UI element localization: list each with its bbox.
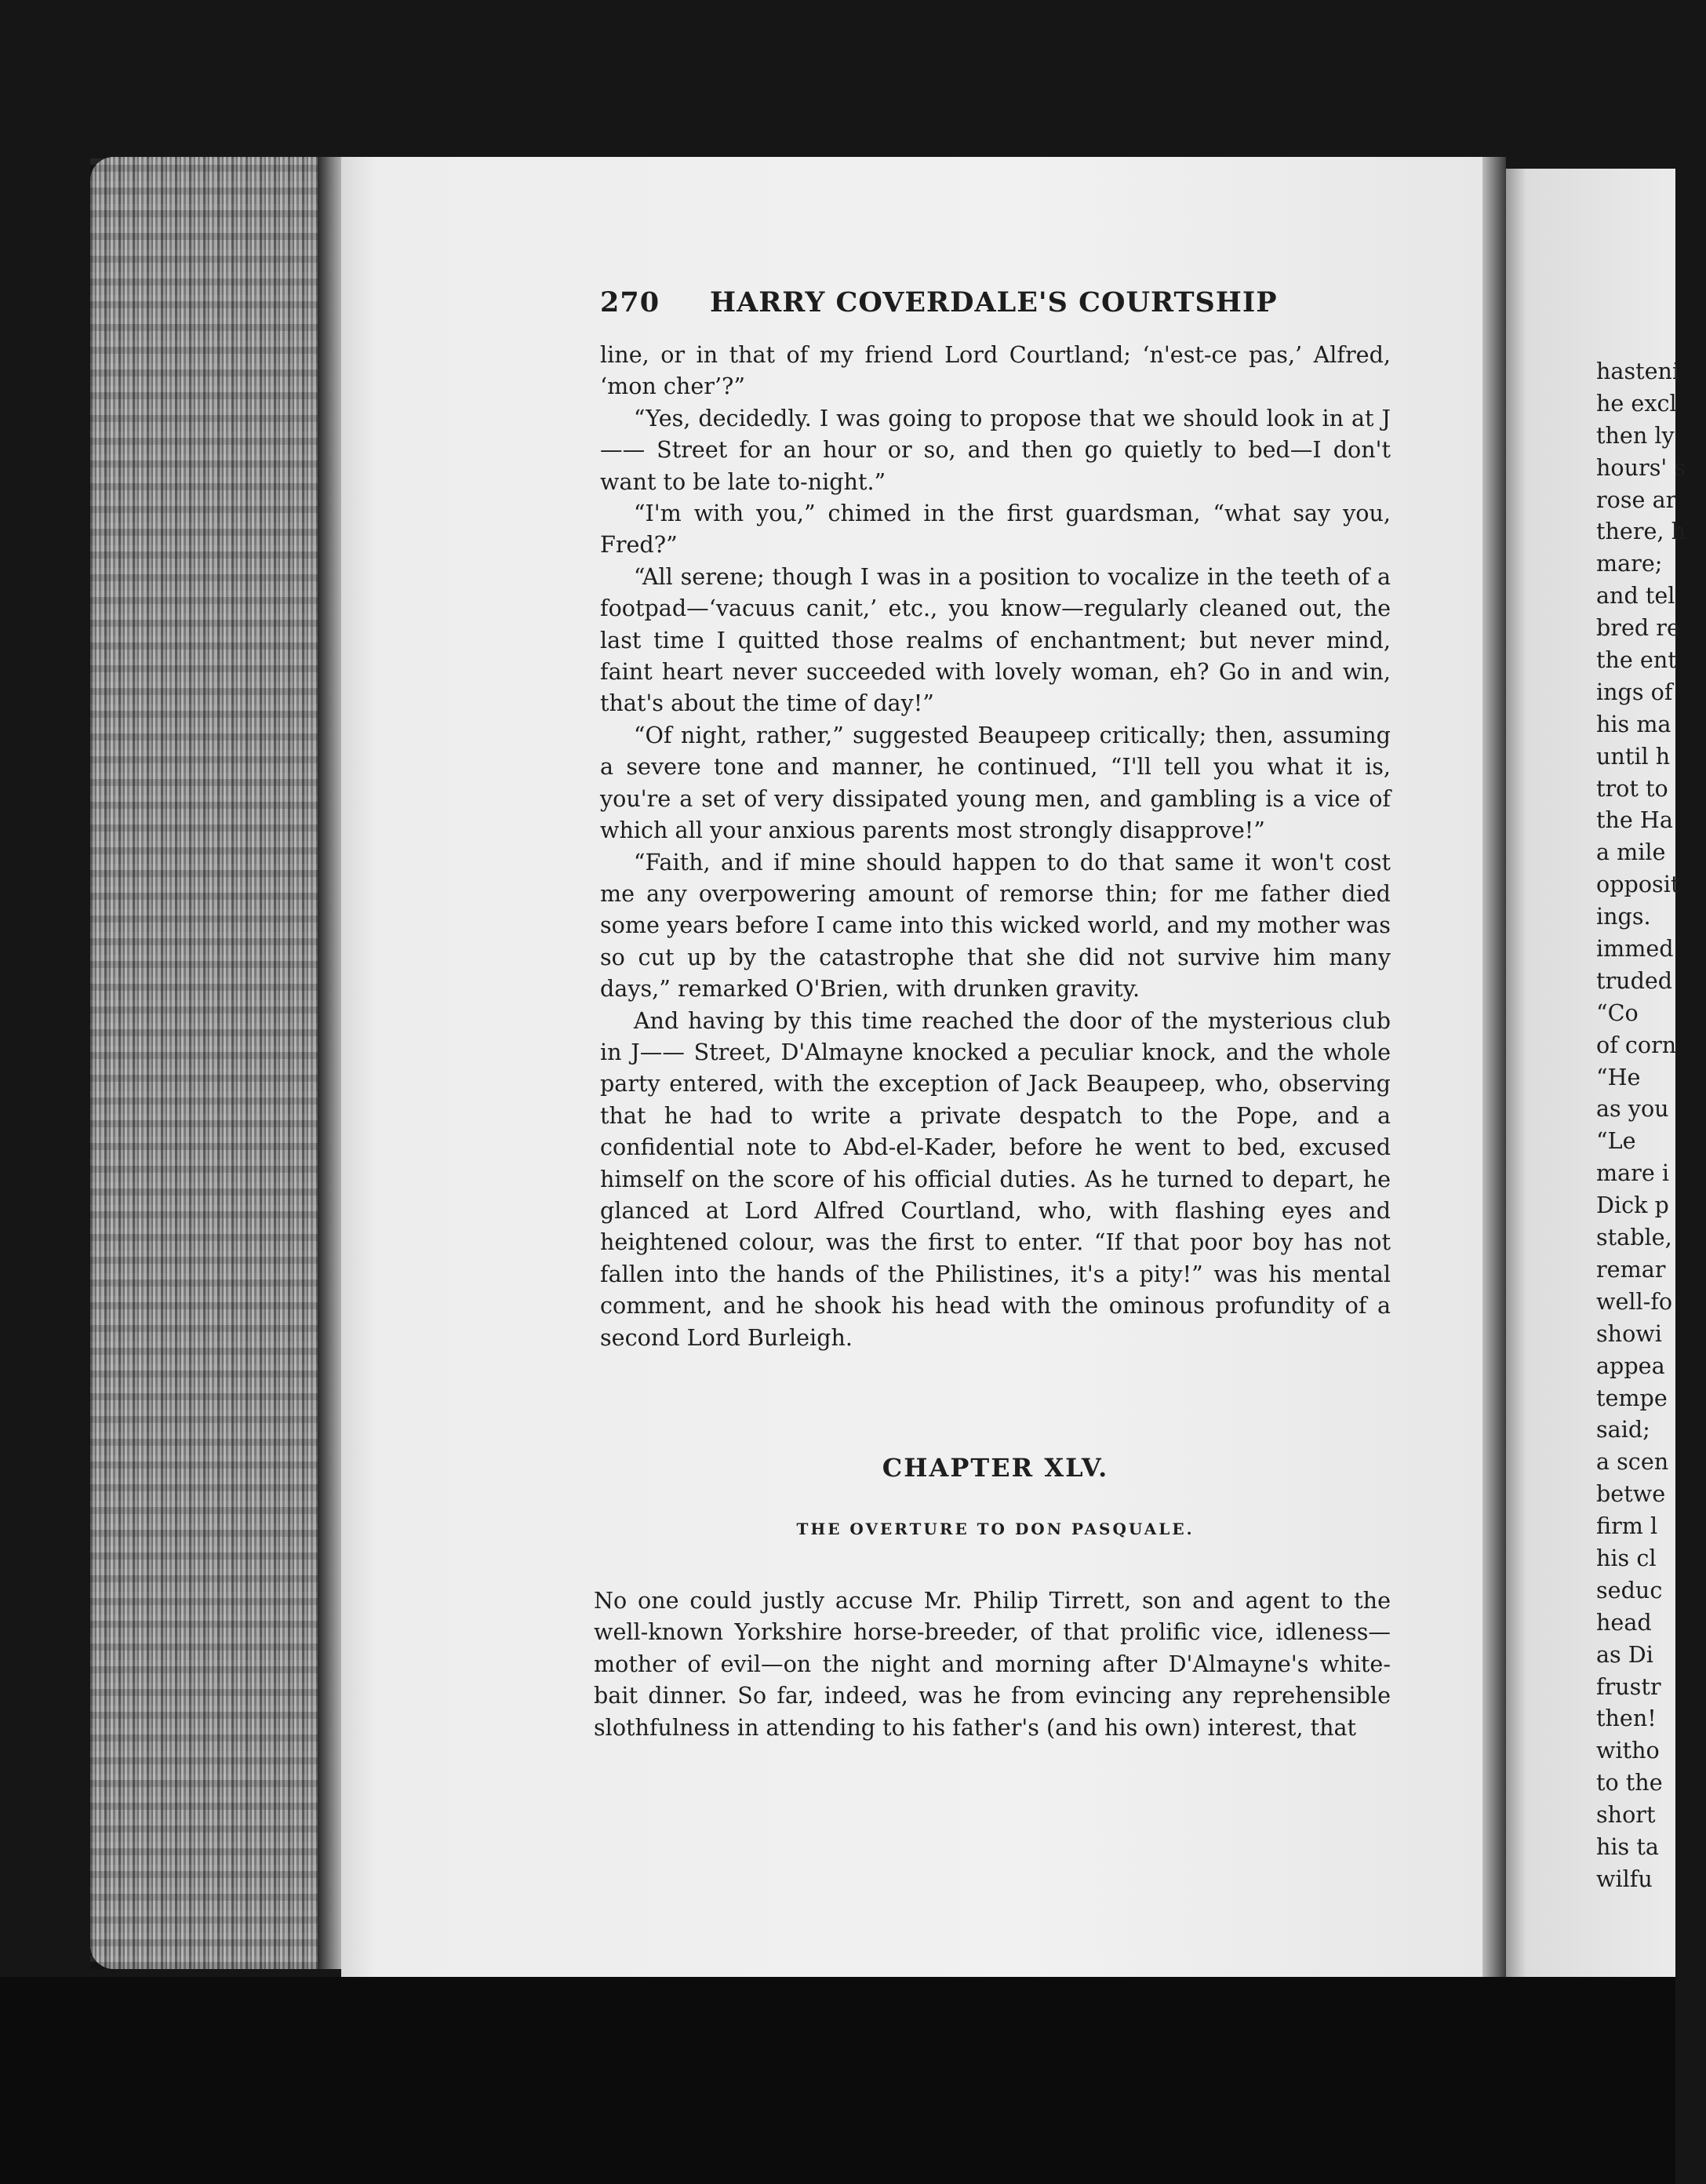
facing-page-line: tempe [1596,1384,1668,1411]
facing-page-line: until h [1596,742,1671,770]
facing-page-line: and tel [1596,582,1675,610]
facing-page-line: as Di [1596,1640,1653,1668]
facing-page [1506,169,1686,1989]
facing-page-line: as you [1596,1095,1669,1123]
running-title: HARRY COVERDALE'S COURTSHIP [710,286,1278,318]
facing-page-text [1596,355,1706,1895]
body-text [600,339,1391,1353]
facing-page-line: he excl [1596,389,1677,417]
facing-page-line: ings of [1596,678,1673,705]
facing-page-line: betwe [1596,1480,1666,1508]
page-number: 270 [600,286,660,318]
facing-page-line: a scen [1596,1448,1669,1476]
facing-page-line: his ta [1596,1833,1659,1860]
facing-page-line: “Le [1596,1127,1636,1155]
facing-page-line: his ma [1596,710,1671,737]
facing-page-line: head [1596,1608,1652,1636]
spine-shadow [1482,157,1506,1977]
facing-page-line: wilfu [1596,1865,1653,1892]
facing-page-line: remar [1596,1255,1666,1283]
facing-page-line: “Co [1596,999,1639,1026]
paragraph: “I'm with you,” chimed in the first guardsman, “what say you, Fred?” [600,500,1391,559]
facing-page-line: a mile [1596,839,1666,866]
facing-page-line: there, h [1596,518,1686,545]
facing-page-line: bred re [1596,614,1680,642]
facing-page-line: firm l [1596,1512,1658,1540]
facing-page-line: then! [1596,1705,1657,1732]
facing-page-line: said; [1596,1416,1650,1443]
facing-page-line: seduc [1596,1576,1663,1603]
facing-page-line: stable, [1596,1224,1672,1251]
facing-page-line: hasteni [1596,358,1680,384]
facing-page-line: mare; [1596,550,1663,577]
facing-page-line: hours' s [1596,453,1686,481]
facing-page-line: mare i [1596,1159,1669,1187]
facing-page-line: Dick p [1596,1192,1669,1219]
paragraph: And having by this time reached the door of the mysterious club in J—— Street, D'Almayne knocked a peculiar knock, and the whole party entered, with the exception of Jack Beaupeep, who, observing that he had to write a private despatch to the Pope, and a confidential note to Abd-el-Kader, before he went to bed, excused himself on the score of his official duties. As he turned to depart, he glanced at Lord Alfred Courtland, who, with flashing eyes and heightened colour, was the first to enter. “If that poor boy has not fallen into the hands of the Philistines, it's a pity!” was his mental comment, and he shook his head with the ominous profundity of a second Lord Burleigh. [600,1006,1391,1351]
facing-page-line: his cl [1596,1544,1657,1571]
facing-page-line: appea [1596,1352,1665,1379]
chapter-title: CHAPTER XLV. [882,1453,1109,1483]
chapter-opening [594,1585,1391,1743]
running-header [600,286,1322,326]
facing-page-line: showi [1596,1320,1662,1347]
facing-page-line: rose ar [1596,486,1677,513]
paragraph: “All serene; though I was in a position to vocalize in the teeth of a footpad—‘vacuus canit,’ etc., you know—regularly cleaned out, the last time I quitted those realms of enchantment; but never mind, faint heart never succeeded with lovely woman, eh? Go in and win, that's about the time of day!” [600,562,1391,717]
paragraph: No one could justly accuse Mr. Philip Tirrett, son and agent to the well-known Yorkshire horse-breeder, of that prolific vice, idleness—mother of evil—on the night and morning after D'Almayne's white-bait dinner. So far, indeed, was he from evincing any reprehensible slothfulness in attending to his father's (and his own) interest, that [594,1587,1391,1741]
facing-page-line: to the [1596,1769,1663,1796]
facing-page-line: opposit [1596,871,1680,898]
paragraph: “Of night, rather,” suggested Beaupeep critically; then, assuming a severe tone and manner, he continued, “I'll tell you what it is, you're a set of very dissipated young men, and gambling is a vice of which all your anxious parents most strongly disapprove!” [600,721,1391,844]
chapter-subtitle: THE OVERTURE TO DON PASQUALE. [796,1520,1195,1538]
paragraph: “Faith, and if mine should happen to do that same it won't cost me any overpowering amount of remorse thin; for me father died some years before I came into this wicked world, and my mother was so cut up by the catastrophe that she did not survive him many days,” remarked O'Brien, with drunken gravity. [600,848,1391,1003]
facing-page-line: immed [1596,935,1674,963]
facing-page-line: “He [1596,1063,1641,1090]
facing-page-line: of corn [1596,1031,1677,1058]
facing-page-line: truded [1596,966,1673,994]
facing-page-line: well-fo [1596,1287,1673,1315]
facing-page-line: frustr [1596,1673,1661,1700]
facing-page-line: trot to [1596,774,1668,802]
facing-page-line: short [1596,1801,1656,1829]
scan-background [0,1977,1675,2184]
facing-page-line: witho [1596,1737,1660,1764]
paragraph: line, or in that of my friend Lord Courtland; ‘n'est-ce pas,’ Alfred, ‘mon cher’?” [600,341,1391,400]
facing-page-line: the ent [1596,646,1677,674]
facing-page-line: then ly [1596,421,1675,449]
book-page-edges [90,157,341,1969]
facing-page-line: the Ha [1596,806,1673,834]
facing-page-line: ings. [1596,903,1651,930]
paragraph: “Yes, decidedly. I was going to propose that we should look in at J—— Street for an hour or so, and then go quietly to bed—I don't want to be late to-night.” [600,404,1391,495]
